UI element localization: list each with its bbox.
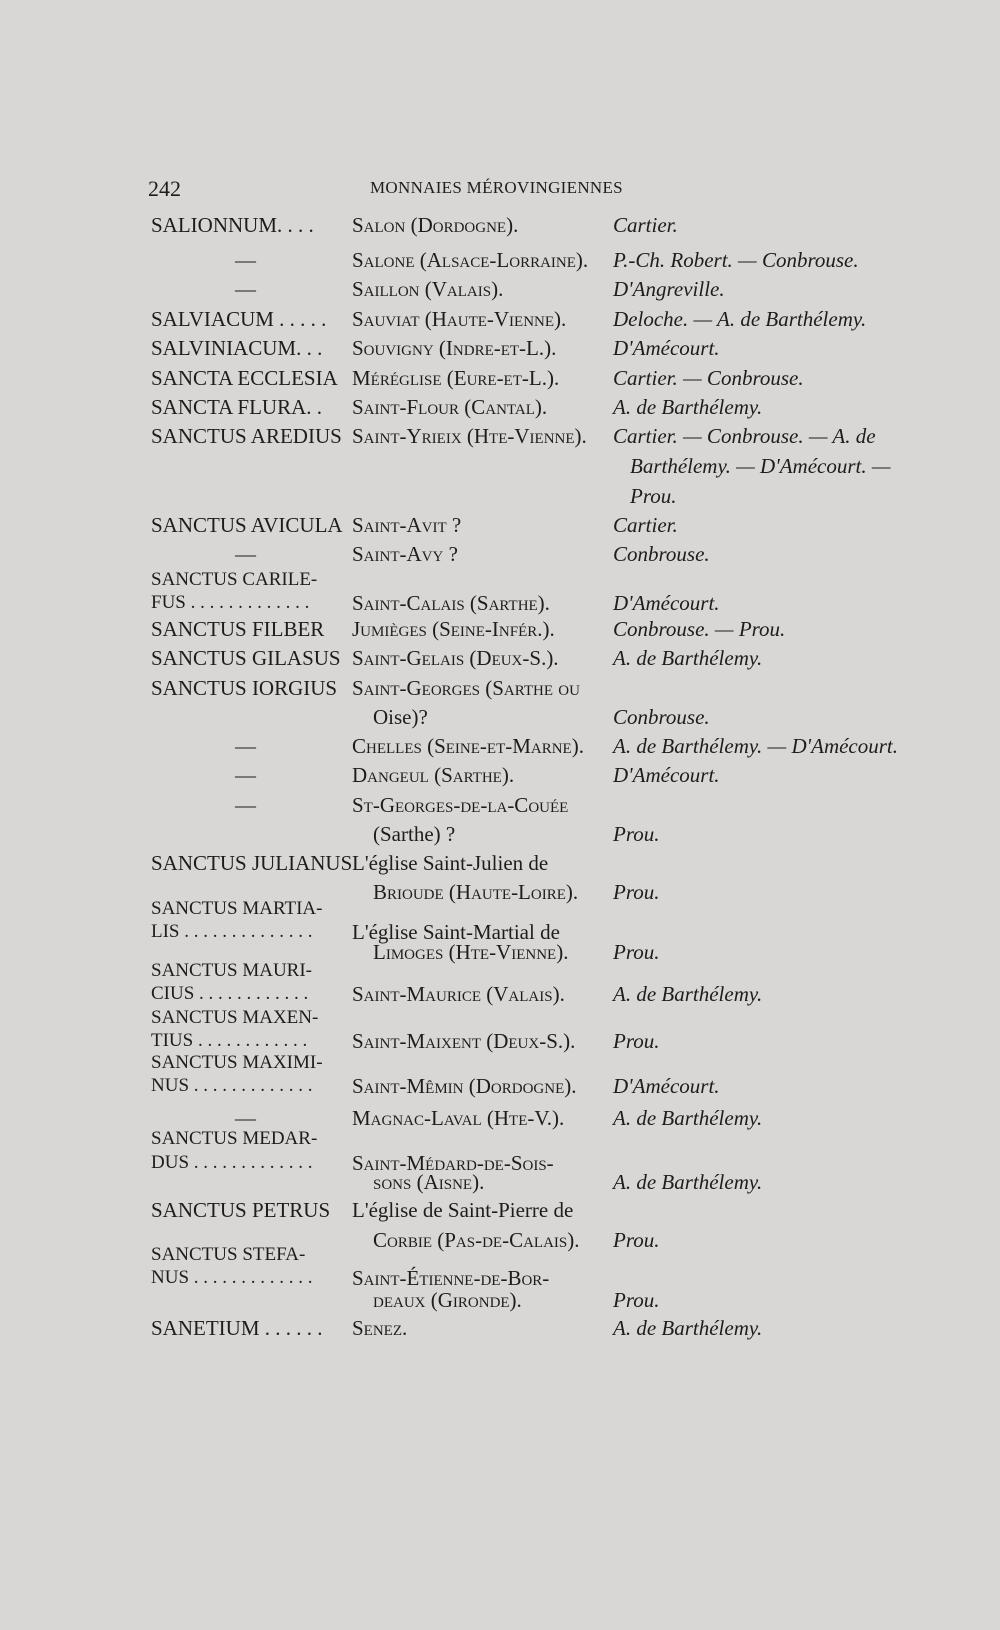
place-name: Saint-Étienne-de-Bor- (352, 1266, 550, 1290)
latin-name: — (235, 734, 256, 758)
authors: Cartier. (613, 213, 678, 237)
authors: Cartier. — Conbrouse. — A. de (613, 424, 876, 448)
latin-name: SALVINIACUM. . . (151, 336, 323, 360)
place-name: Saint-Yrieix (Hte-Vienne). (352, 424, 587, 448)
place-name: Méréglise (Eure-et-L.). (352, 366, 560, 390)
authors: D'Angreville. (613, 277, 725, 301)
latin-name: SANCTUS MAXIMI- (151, 1052, 323, 1073)
authors: Prou. (613, 822, 660, 846)
place-name: Saint-Maurice (Valais). (352, 982, 565, 1006)
latin-name: NUS . . . . . . . . . . . . . (151, 1267, 313, 1288)
place-name: Saint-Calais (Sarthe). (352, 591, 550, 615)
table-row (0, 392, 1000, 422)
latin-name: — (235, 793, 256, 817)
table-row (0, 274, 1000, 304)
latin-name: SANCTA ECCLESIA (151, 366, 338, 390)
place-name: Jumièges (Seine-Infér.). (352, 617, 555, 641)
latin-name: CIUS . . . . . . . . . . . . (151, 983, 309, 1004)
table-row (0, 304, 1000, 334)
authors: D'Amécourt. (613, 591, 720, 615)
authors: A. de Barthélemy. (613, 1316, 763, 1340)
latin-name: SANETIUM . . . . . . (151, 1316, 323, 1340)
place-name: Saint-Médard-de-Sois- (352, 1151, 554, 1175)
latin-name: — (235, 277, 256, 301)
place-name: Saint-Maixent (Deux-S.). (352, 1029, 576, 1053)
table-row (0, 333, 1000, 363)
table-row (0, 210, 1000, 240)
latin-name: FUS . . . . . . . . . . . . . (151, 592, 310, 613)
table-row (0, 1167, 1000, 1197)
authors: A. de Barthélemy. (613, 395, 763, 419)
authors: A. de Barthélemy. — D'Amécourt. (613, 734, 899, 758)
running-title: MONNAIES MÉROVINGIENNES (370, 178, 623, 197)
authors: Prou. (613, 940, 660, 964)
place-name: Corbie (Pas-de-Calais). (373, 1228, 580, 1252)
latin-name: SANCTUS IORGIUS (151, 676, 338, 700)
place-name: sons (Aisne). (373, 1170, 485, 1194)
authors: D'Amécourt. (613, 336, 720, 360)
table-row (0, 481, 1000, 511)
authors: Prou. (630, 484, 677, 508)
latin-name: SANCTUS FILBER (151, 617, 325, 641)
authors: A. de Barthélemy. (613, 646, 763, 670)
authors: Deloche. — A. de Barthélemy. (613, 307, 867, 331)
table-row (0, 760, 1000, 790)
table-row (0, 1071, 1000, 1101)
authors: Prou. (613, 880, 660, 904)
table-row (0, 1285, 1000, 1315)
latin-name: SANCTUS STEFA- (151, 1244, 306, 1265)
place-name: Limoges (Hte-Vienne). (373, 940, 569, 964)
place-name: Souvigny (Indre-et-L.). (352, 336, 557, 360)
table-row (0, 451, 1000, 481)
place-name: Saillon (Valais). (352, 277, 504, 301)
place-name: L'église de Saint-Pierre de (352, 1198, 574, 1222)
table-row (0, 245, 1000, 275)
authors: Prou. (613, 1029, 660, 1053)
latin-name: SANCTUS MEDAR- (151, 1128, 318, 1149)
authors: D'Amécourt. (613, 1074, 720, 1098)
place-name: Saint-Gelais (Deux-S.). (352, 646, 559, 670)
place-name: Magnac-Laval (Hte-V.). (352, 1106, 565, 1130)
latin-name: SALVIACUM . . . . . (151, 307, 327, 331)
table-row (0, 819, 1000, 849)
place-name: Salone (Alsace-Lorraine). (352, 248, 589, 272)
table-row (0, 510, 1000, 540)
latin-name: SANCTA FLURA. . (151, 395, 323, 419)
place-name: Senez. (352, 1316, 408, 1340)
page-number: 242 (148, 176, 181, 201)
table-row (0, 1195, 1000, 1225)
latin-name: SANCTUS CARILE- (151, 569, 318, 590)
authors: Cartier. (613, 513, 678, 537)
table-row (0, 421, 1000, 451)
latin-name: DUS . . . . . . . . . . . . . (151, 1152, 313, 1173)
latin-name: NUS . . . . . . . . . . . . . (151, 1075, 313, 1096)
authors: D'Amécourt. (613, 763, 720, 787)
latin-name: SANCTUS GILASUS (151, 646, 341, 670)
latin-name: TIUS . . . . . . . . . . . . (151, 1030, 308, 1051)
place-name: Chelles (Seine-et-Marne). (352, 734, 584, 758)
place-name: Saint-Mêmin (Dordogne). (352, 1074, 577, 1098)
latin-name: — (235, 542, 256, 566)
place-name: (Sarthe) ? (373, 822, 456, 846)
authors: Conbrouse. — Prou. (613, 617, 786, 641)
latin-name: SANCTUS JULIANUS (151, 851, 353, 875)
authors: Cartier. — Conbrouse. (613, 366, 804, 390)
place-name: L'église Saint-Martial de (352, 920, 560, 944)
place-name: Oise)? (373, 705, 428, 729)
latin-name: — (235, 248, 256, 272)
authors: A. de Barthélemy. (613, 982, 763, 1006)
place-name: Brioude (Haute-Loire). (373, 880, 579, 904)
place-name: Salon (Dordogne). (352, 213, 519, 237)
latin-name: LIS . . . . . . . . . . . . . . (151, 921, 313, 942)
authors: A. de Barthélemy. (613, 1106, 763, 1130)
authors: A. de Barthélemy. (613, 1170, 763, 1194)
authors: Conbrouse. (613, 542, 710, 566)
latin-name: SANCTUS AREDIUS (151, 424, 342, 448)
latin-name: — (235, 763, 256, 787)
place-name: Saint-Avy ? (352, 542, 458, 566)
latin-name: SANCTUS AVICULA (151, 513, 343, 537)
authors: Barthélemy. — D'Amécourt. — (630, 454, 891, 478)
table-row (0, 790, 1000, 820)
place-name: Dangeul (Sarthe). (352, 763, 515, 787)
table-row (0, 1313, 1000, 1343)
table-row (0, 673, 1000, 703)
latin-name: SANCTUS MARTIA- (151, 898, 323, 919)
latin-name: SALIONNUM. . . . (151, 213, 314, 237)
authors: Prou. (613, 1288, 660, 1312)
place-name: Saint-Georges (Sarthe ou (352, 676, 580, 700)
authors: Conbrouse. (613, 705, 710, 729)
place-name: Sauviat (Haute-Vienne). (352, 307, 567, 331)
table-row (0, 614, 1000, 644)
table-row (0, 643, 1000, 673)
authors: Prou. (613, 1228, 660, 1252)
table-row (0, 848, 1000, 878)
latin-name: SANCTUS MAURI- (151, 960, 312, 981)
table-row (0, 731, 1000, 761)
place-name: Saint-Avit ? (352, 513, 462, 537)
place-name: Saint-Flour (Cantal). (352, 395, 548, 419)
authors: P.-Ch. Robert. — Conbrouse. (613, 248, 859, 272)
latin-name: — (235, 1106, 256, 1130)
latin-name: SANCTUS PETRUS (151, 1198, 331, 1222)
place-name: deaux (Gironde). (373, 1288, 522, 1312)
table-row (0, 363, 1000, 393)
place-name: L'église Saint-Julien de (352, 851, 549, 875)
place-name: St-Georges-de-la-Couée (352, 793, 569, 817)
latin-name: SANCTUS MAXEN- (151, 1007, 319, 1028)
table-row (0, 702, 1000, 732)
